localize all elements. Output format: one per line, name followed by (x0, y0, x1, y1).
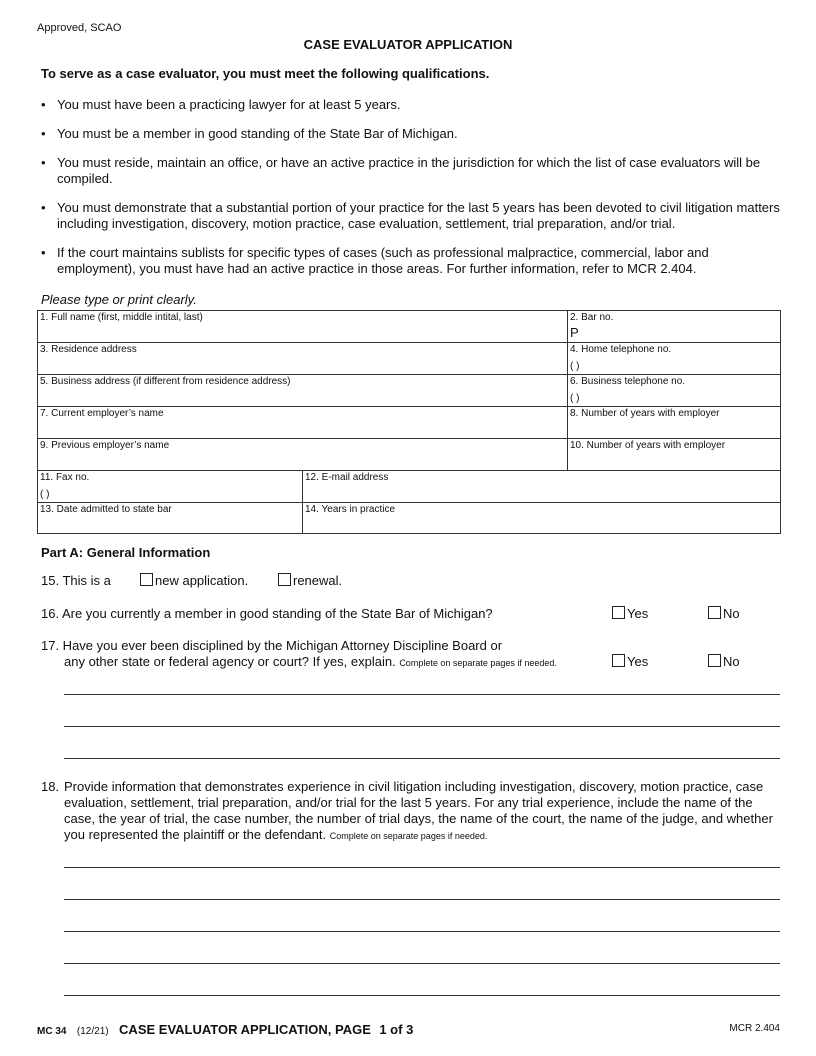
question-note: Complete on separate pages if needed. (329, 831, 488, 841)
checkbox-icon[interactable] (140, 573, 153, 586)
current-employer-field[interactable] (37, 406, 568, 439)
answer-line[interactable] (64, 995, 780, 996)
years-in-practice-field[interactable] (302, 502, 781, 534)
page-number: 1 of 3 (379, 1022, 414, 1037)
option-label: renewal. (293, 573, 343, 588)
checkbox-icon[interactable] (612, 606, 625, 619)
question-15 (41, 573, 111, 589)
email-field[interactable] (302, 470, 781, 503)
previous-employer-field[interactable] (37, 438, 568, 471)
area-code-parens: ( ) (570, 393, 580, 404)
option-label: No (723, 654, 740, 669)
answer-line[interactable] (64, 758, 780, 759)
area-code-parens: ( ) (40, 489, 50, 500)
field-label: 12. E-mail address (305, 472, 389, 483)
qualifications-heading: To serve as a case evaluator, you must meet the following qualifications. (41, 66, 490, 81)
qualification-item: • You must be a member in good standing of the State Bar of Michigan. (41, 126, 786, 142)
field-label: 5. Business address (if different from residence address) (40, 376, 291, 387)
qualification-text: You must reside, maintain an office, or have an active practice in the jurisdiction for which the list of case evaluators will be compiled. (57, 155, 761, 186)
field-label: 9. Previous employer’s name (40, 440, 170, 451)
question-18-number: 18. (41, 779, 60, 794)
qualification-text: If the court maintains sublists for specific types of cases (such as professional malpractice, commercial, labor and employment), you must have had an active practice in those areas. For further information, refer to MCR 2.404. (57, 245, 709, 276)
new-application-checkbox[interactable] (140, 573, 248, 589)
part-a-heading: Part A: General Information (41, 545, 211, 560)
business-address-field[interactable] (37, 374, 568, 407)
field-label: 14. Years in practice (305, 504, 396, 515)
page-title: CASE EVALUATOR APPLICATION (303, 37, 513, 52)
checkbox-icon[interactable] (708, 606, 721, 619)
option-label: No (723, 606, 740, 621)
renewal-checkbox[interactable] (278, 573, 342, 589)
qualification-text: You must be a member in good standing of the State Bar of Michigan. (57, 126, 458, 141)
full-name-field[interactable] (37, 310, 568, 343)
home-telephone-field[interactable] (567, 342, 781, 375)
question-label: any other state or federal agency or court? If yes, explain. (64, 654, 396, 669)
q16-yes-checkbox[interactable] (612, 606, 648, 622)
question-label: Provide information that demonstrates experience in civil litigation including investigation, discovery, motion practice, case evaluation, settlement, trial preparation, and/or trial for the last 5 years. For any trial experience, include the name of the case, the year of trial, the case number, the number of trial days, the name of the court, the name of the judge, and whether you represented the plaintiff or the defendant. (64, 779, 773, 842)
field-label: 11. Fax no. (40, 472, 90, 483)
field-label: 6. Business telephone no. (570, 376, 686, 387)
field-label: 4. Home telephone no. (570, 344, 672, 355)
question-label: 16. Are you currently a member in good standing of the State Bar of Michigan? (41, 606, 493, 621)
area-code-parens: ( ) (570, 361, 580, 372)
answer-line[interactable] (64, 899, 780, 900)
form-date: (12/21) (76, 1026, 109, 1037)
answer-line[interactable] (64, 963, 780, 964)
approved-label: Approved, SCAO (37, 22, 122, 34)
fax-field[interactable] (37, 470, 303, 503)
answer-line[interactable] (64, 694, 780, 695)
qualification-item: • You must reside, maintain an office, or have an active practice in the jurisdiction for which the list of case evaluators will be compiled. (41, 155, 786, 187)
q17-yes-checkbox[interactable] (612, 654, 648, 670)
field-label: 13. Date admitted to state bar (40, 504, 172, 515)
field-label: 3. Residence address (40, 344, 137, 355)
qualification-text: You must demonstrate that a substantial portion of your practice for the last 5 years has been devoted to civil litigation matters including investigation, discovery, motion practice, case evaluation, settlement, trial preparation, and/or trial. (57, 200, 780, 231)
footer-title: CASE EVALUATOR APPLICATION, PAGE (119, 1022, 371, 1037)
bar-number-field[interactable] (567, 310, 781, 343)
field-label: 10. Number of years with employer (570, 440, 726, 451)
field-label: 7. Current employer’s name (40, 408, 164, 419)
question-label: 17. Have you ever been disciplined by the Michigan Attorney Discipline Board or (41, 638, 503, 653)
checkbox-icon[interactable] (708, 654, 721, 667)
form-number: MC 34 (37, 1026, 67, 1037)
question-17-line2 (64, 654, 557, 671)
q16-no-checkbox[interactable] (708, 606, 740, 622)
checkbox-icon[interactable] (612, 654, 625, 667)
residence-address-field[interactable] (37, 342, 568, 375)
question-note: Complete on separate pages if needed. (399, 658, 557, 668)
field-label: 1. Full name (first, middle intital, last) (40, 312, 203, 323)
answer-line[interactable] (64, 867, 780, 868)
option-label: Yes (627, 606, 649, 621)
bar-number-value: P (570, 325, 579, 340)
option-label: new application. (155, 573, 249, 588)
answer-line[interactable] (64, 726, 780, 727)
question-18 (64, 779, 784, 844)
court-rule: MCR 2.404 (729, 1023, 780, 1034)
question-16 (41, 606, 493, 622)
qualification-item: • If the court maintains sublists for specific types of cases (such as professional malpractice, commercial, labor and employment), you must have had an active practice in those areas. For further information, refer to MCR 2.404. (41, 245, 786, 277)
answer-line[interactable] (64, 931, 780, 932)
years-current-employer-field[interactable] (567, 406, 781, 439)
option-label: Yes (627, 654, 649, 669)
field-label: 2. Bar no. (570, 312, 614, 323)
q17-no-checkbox[interactable] (708, 654, 740, 670)
question-17 (41, 638, 502, 654)
footer (37, 1021, 413, 1039)
business-telephone-field[interactable] (567, 374, 781, 407)
question-label: 15. This is a (41, 573, 111, 588)
date-admitted-field[interactable] (37, 502, 303, 534)
form-instruction: Please type or print clearly. (41, 292, 197, 307)
qualification-item: • You must have been a practicing lawyer for at least 5 years. (41, 97, 786, 113)
years-previous-employer-field[interactable] (567, 438, 781, 471)
qualification-text: You must have been a practicing lawyer for at least 5 years. (57, 97, 401, 112)
qualification-item: • You must demonstrate that a substantial portion of your practice for the last 5 years has been devoted to civil litigation matters including investigation, discovery, motion practice, case evaluation, settlement, trial preparation, and/or trial. (41, 200, 786, 232)
field-label: 8. Number of years with employer (570, 408, 720, 419)
checkbox-icon[interactable] (278, 573, 291, 586)
